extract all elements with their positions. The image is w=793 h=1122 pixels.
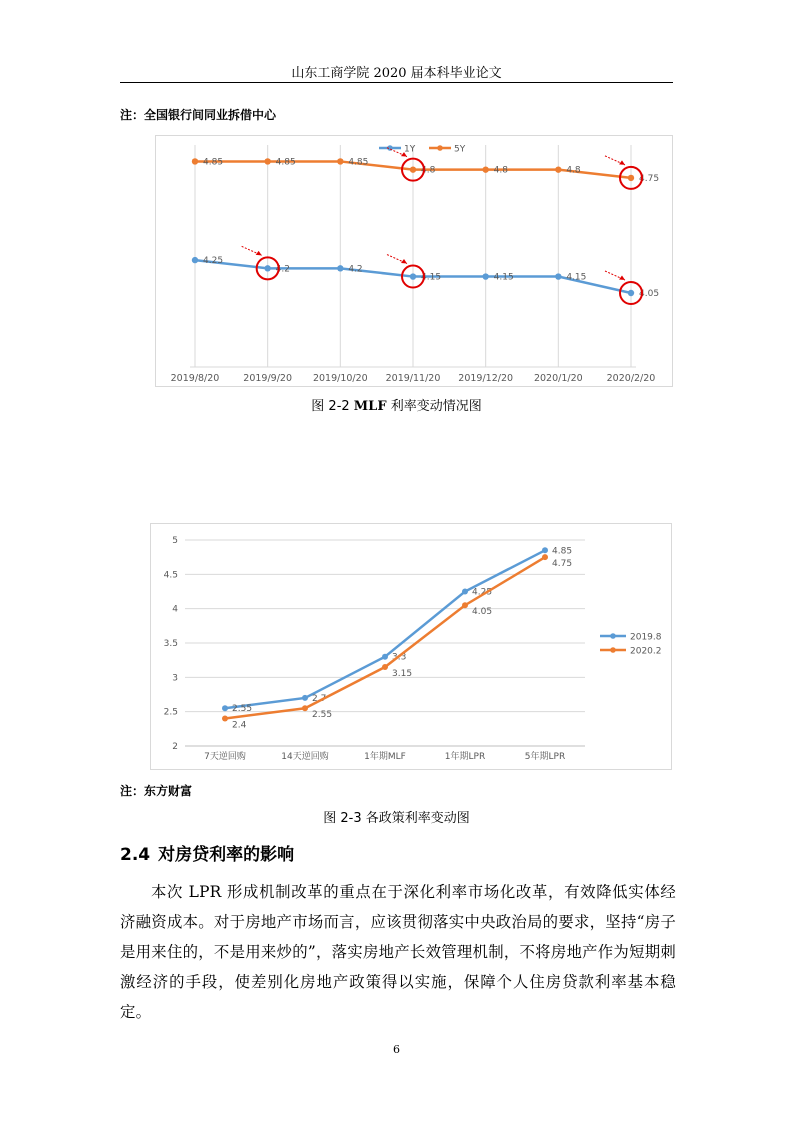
legend-marker-2019.8 bbox=[610, 633, 616, 639]
x-tick-label: 2019/9/20 bbox=[243, 373, 293, 384]
data-label-2019.8: 4.85 bbox=[552, 546, 573, 557]
x-tick-label: 1年期MLF bbox=[364, 752, 406, 762]
y-tick-label: 3.5 bbox=[163, 639, 178, 649]
page-header: 山东工商学院 2020 届本科毕业论文 bbox=[291, 66, 502, 81]
data-label-2019.8: 2.55 bbox=[232, 704, 253, 715]
x-tick-label: 2020/2/20 bbox=[606, 373, 656, 384]
data-label-2019.8: 4.25 bbox=[472, 587, 493, 598]
data-label-1Y: 4.2 bbox=[275, 264, 290, 275]
mlf-rate-chart bbox=[155, 135, 673, 391]
data-point-2019.8 bbox=[542, 547, 548, 553]
figure-note-source-1: 注：全国银行间同业拆借中心 bbox=[120, 108, 277, 122]
y-tick-label: 4 bbox=[172, 604, 178, 615]
data-label-2020.2: 2.55 bbox=[312, 710, 333, 721]
data-label-1Y: 4.15 bbox=[493, 272, 514, 283]
caption-prefix: 图 2-2 bbox=[311, 399, 354, 414]
x-tick-label: 1年期LPR bbox=[444, 752, 486, 762]
x-tick-label: 2019/10/20 bbox=[312, 373, 368, 384]
header-rule bbox=[120, 82, 673, 83]
data-point-5Y bbox=[337, 158, 343, 164]
figure-caption-2-2 bbox=[0, 395, 793, 414]
data-point-5Y bbox=[628, 175, 634, 181]
legend-label-2020.2: 2020.2 bbox=[630, 646, 662, 657]
legend-label-5Y: 5Y bbox=[454, 144, 466, 155]
section-title: 对房贷利率的影响 bbox=[158, 845, 295, 865]
data-point-1Y bbox=[192, 257, 198, 263]
data-point-2020.2 bbox=[542, 554, 548, 560]
data-label-1Y: 4.05 bbox=[639, 289, 660, 299]
data-label-2020.2: 4.05 bbox=[472, 607, 493, 618]
data-point-5Y bbox=[410, 166, 416, 172]
data-label-2019.8: 2.7 bbox=[312, 693, 327, 704]
section-heading bbox=[120, 840, 302, 865]
y-tick-label: 2.5 bbox=[163, 707, 178, 718]
data-label-5Y: 4.85 bbox=[348, 157, 369, 168]
data-point-2019.8 bbox=[462, 589, 468, 595]
section-number: 2.4 bbox=[120, 845, 151, 865]
y-tick-label: 5 bbox=[172, 536, 178, 546]
legend-marker-5Y bbox=[437, 145, 443, 151]
data-point-1Y bbox=[482, 273, 488, 279]
caption-bold: MLF bbox=[353, 399, 387, 414]
data-label-2020.2: 3.15 bbox=[392, 669, 413, 680]
data-point-2020.2 bbox=[222, 716, 228, 722]
data-point-2019.8 bbox=[302, 695, 308, 701]
legend-marker-2020.2 bbox=[610, 647, 616, 653]
data-label-2019.8: 3.3 bbox=[392, 652, 407, 663]
x-tick-label: 7天逆回购 bbox=[204, 752, 246, 762]
data-point-5Y bbox=[264, 158, 270, 164]
y-tick-label: 3 bbox=[172, 673, 178, 684]
data-label-1Y: 4.15 bbox=[566, 272, 587, 283]
data-point-2019.8 bbox=[222, 705, 228, 711]
data-point-1Y bbox=[628, 290, 634, 296]
data-point-1Y bbox=[555, 273, 561, 279]
page-number: 6 bbox=[393, 1043, 400, 1056]
data-point-2020.2 bbox=[382, 664, 388, 670]
x-tick-label: 2019/12/20 bbox=[458, 373, 514, 384]
data-label-5Y: 4.85 bbox=[275, 157, 296, 168]
x-tick-label: 5年期LPR bbox=[524, 752, 566, 762]
figure-note-source-2: 注：东方财富 bbox=[120, 784, 193, 798]
data-label-1Y: 4.25 bbox=[203, 256, 224, 267]
data-label-5Y: 4.85 bbox=[203, 157, 224, 168]
data-point-5Y bbox=[555, 166, 561, 172]
data-label-1Y: 4.2 bbox=[348, 264, 363, 275]
data-label-1Y: 4.15 bbox=[421, 272, 442, 283]
data-point-1Y bbox=[337, 265, 343, 271]
x-tick-label: 2019/8/20 bbox=[170, 373, 220, 384]
data-label-5Y: 4.8 bbox=[421, 165, 436, 176]
data-label-2020.2: 2.4 bbox=[232, 720, 247, 731]
data-point-5Y bbox=[482, 166, 488, 172]
policy-rate-chart bbox=[150, 523, 672, 774]
x-tick-label: 2019/11/20 bbox=[385, 373, 441, 384]
data-label-5Y: 4.8 bbox=[493, 165, 508, 176]
x-tick-label: 14天逆回购 bbox=[281, 752, 329, 762]
figure-caption-2-3: 图 2-3 各政策利率变动图 bbox=[323, 811, 470, 826]
data-point-5Y bbox=[192, 158, 198, 164]
data-point-2020.2 bbox=[302, 705, 308, 711]
y-tick-label: 2 bbox=[172, 742, 178, 752]
data-label-2020.2: 4.75 bbox=[552, 559, 573, 570]
policy-rate-chart-svg bbox=[150, 523, 672, 770]
legend-label-2019.8: 2019.8 bbox=[630, 632, 662, 643]
x-tick-label: 2020/1/20 bbox=[533, 373, 583, 384]
mlf-rate-chart-svg bbox=[155, 135, 673, 387]
legend-label-1Y: 1Y bbox=[404, 144, 416, 155]
y-tick-label: 4.5 bbox=[163, 570, 178, 581]
caption-suffix: 利率变动情况图 bbox=[386, 399, 482, 414]
data-point-1Y bbox=[410, 273, 416, 279]
data-label-5Y: 4.75 bbox=[639, 173, 660, 184]
data-label-5Y: 4.8 bbox=[566, 165, 581, 176]
data-point-1Y bbox=[264, 265, 270, 271]
body-paragraph: 本次 LPR 形成机制改革的重点在于深化利率市场化改革，有效降低实体经济融资成本。对于房地产市场而言，应该贯彻落实中央政治局的要求，坚持“房子是用来住的，不是用来炒的”，落实房地产长效管理机制，不将房地产作为短期刺激经济的手段，使差别化房地产政策得以实施，保障个人住房贷款利率基本稳定。 bbox=[120, 883, 676, 1021]
data-point-2019.8 bbox=[382, 654, 388, 660]
data-point-2020.2 bbox=[462, 602, 468, 608]
